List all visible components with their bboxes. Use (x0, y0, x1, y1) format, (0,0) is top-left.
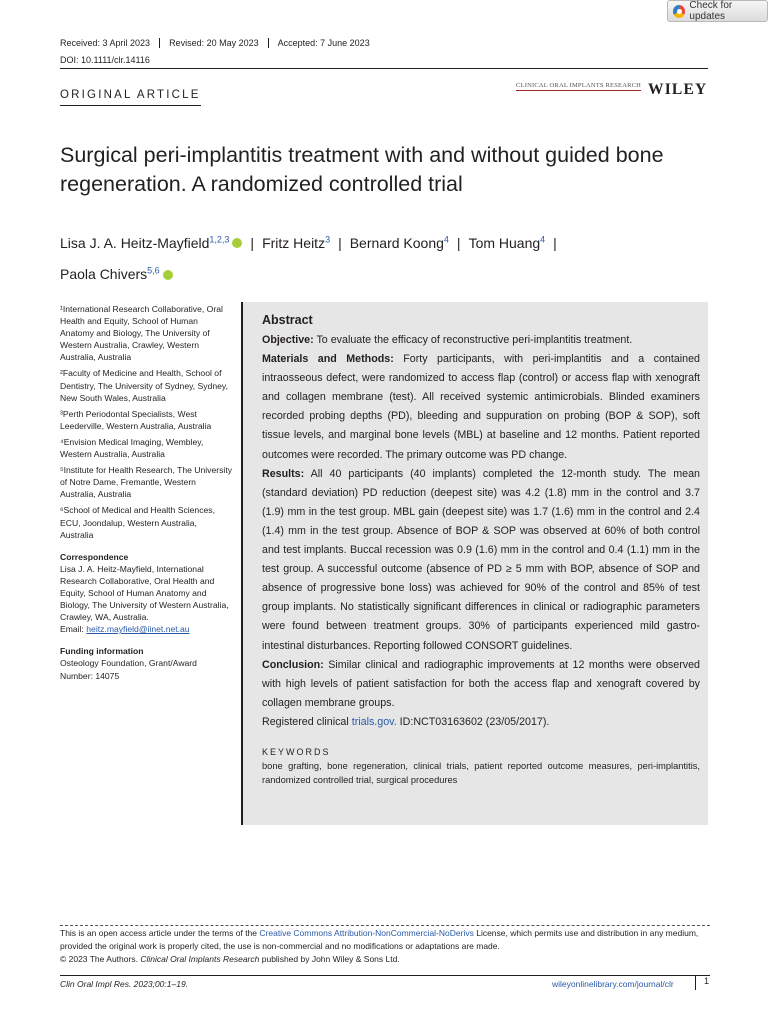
author-3[interactable] (350, 235, 449, 251)
journal-site-link[interactable]: wileyonlinelibrary.com/journal/clr (552, 979, 674, 989)
article-type-underline (60, 105, 201, 106)
email-label: Email: (60, 624, 84, 635)
accepted-date: Accepted: 7 June 2023 (268, 38, 379, 48)
affiliations-column (60, 303, 232, 682)
conclusion-text: Similar clinical and radiographic improvements at 12 months were observed with high levels of patient satisfaction for both the access flap and xenograft covered by collagen membrane groups. (262, 658, 700, 709)
correspondence-address: Lisa J. A. Heitz-Mayfield, International Research Collaborative, Oral Health and Equity, School of Human Anatomy and Biology, The University of Western Australia, Crawley, WA, Australia. (60, 563, 229, 623)
author-5[interactable] (60, 266, 173, 282)
affiliation-1: ¹International Research Collaborative, Oral Health and Equity, School of Human Anatomy and Biology, The University of Western Australia, Crawley, Western Australia, Australia (60, 304, 223, 363)
affiliation-3: ³Perth Periodontal Specialists, West Leederville, Western Australia, Australia (60, 408, 212, 431)
copyright-suffix: published by John Wiley & Sons Ltd. (261, 954, 400, 964)
keywords-heading: KEYWORDS (262, 746, 331, 757)
article-type: ORIGINAL ARTICLE (60, 89, 201, 101)
abstract-conclusion (262, 656, 700, 713)
page-number: 1 (695, 976, 709, 990)
author-name: Tom Huang (468, 234, 541, 251)
header-divider (60, 68, 708, 69)
conclusion-label: Conclusion: (262, 658, 324, 671)
author-affiliation-ref[interactable]: 1,2,3 (209, 234, 230, 244)
publisher-logo: WILEY (648, 81, 708, 98)
author-name: Lisa J. A. Heitz-Mayfield (60, 234, 210, 251)
journal-citation: Clin Oral Impl Res. 2023;00:1–19. (60, 979, 189, 989)
author-name: Bernard Koong (349, 234, 444, 251)
revised-date: Revised: 20 May 2023 (159, 38, 268, 48)
orcid-icon[interactable] (232, 238, 242, 248)
trials-gov-link[interactable]: trials.gov. (351, 715, 397, 728)
affiliation-6: ⁶School of Medical and Health Sciences, ECU, Joondalup, Western Australia, Australia (60, 505, 215, 540)
abstract-panel (241, 302, 708, 825)
copyright-prefix: © 2023 The Authors. (60, 954, 138, 964)
orcid-icon[interactable] (163, 270, 173, 280)
author-list (60, 225, 710, 288)
correspondence-text (60, 563, 232, 636)
license-suffix: License, which permits use and distribution in any medium, provided the original work is properly cited, the use is non-commercial and no modifications or adaptations are made. (60, 928, 699, 951)
author-separator: | (338, 234, 342, 251)
results-text: All 40 participants (40 implants) completed the 12-month study. The mean (standard deviation) PD reduction (deepest site) was 4.2 (1.8) mm in the control and 3.7 (1.9) mm in the test group. MBL gain (deepest site) was 1.7 (1.6) mm in the control and 2.4 (1.4) mm in the test group. Absence of BOP & SOP was observed at 60% of both control and test implants. Buccal recession was 0.9 (1.6) mm in the control and 0.4 (1.1) mm in the test group. A successful outcome (absence of PD ≥ 5 mm with BOP, absence of SOP and absence of progressive bone loss) was achieved for 90% of the control and 85% of test group implants. No statistically significant differences in clinical or radiographic parameters were found between treatment groups. 30% of participants experienced mild gastro-intestinal disturbances. Reporting followed CONSORT guidelines. (262, 467, 700, 652)
author-name: Fritz Heitz (262, 234, 326, 251)
copyright-journal: Clinical Oral Implants Research (140, 954, 260, 964)
registration-prefix: Registered clinical (262, 715, 349, 728)
registration (262, 713, 700, 732)
author-affiliation-ref[interactable]: 4 (540, 234, 546, 244)
license-notice (60, 927, 710, 966)
cc-license-link[interactable]: Creative Commons Attribution-NonCommercial-NoDerivs (259, 928, 474, 938)
article-dates (60, 38, 379, 48)
check-for-updates-button[interactable] (667, 0, 768, 22)
results-label: Results: (262, 467, 305, 480)
author-4[interactable] (469, 235, 546, 251)
author-2[interactable] (262, 235, 330, 251)
author-separator: | (456, 234, 461, 251)
objective-label: Objective: (262, 334, 314, 346)
author-affiliation-ref[interactable]: 3 (325, 234, 331, 244)
article-title: Surgical peri-implantitis treatment with and without guided bone regeneration. A randomized controlled trial (60, 143, 664, 196)
author-separator: | (553, 234, 557, 251)
registration-id: ID:NCT03163602 (23/05/2017). (399, 715, 550, 728)
affiliation-2: ²Faculty of Medicine and Health, School of Dentistry, The University of Sydney, Sydney, New South Wales, Australia (60, 368, 228, 403)
abstract-methods (262, 350, 700, 465)
keywords-text: bone grafting, bone regeneration, clinical trials, patient reported outcome measures, peri-implantitis, randomized controlled trial, surgical procedures (262, 760, 700, 785)
objective-text: To evaluate the efficacy of reconstructive peri-implantitis treatment. (316, 334, 633, 346)
abstract-objective (262, 331, 700, 350)
methods-text: Forty participants, with peri-implantitis and a contained intraosseous defect, were randomized to access flap (control) or access flap with xenograft and collagen membrane (test). All received systemic antimicrobials. Blinded examiners recorded probing depths (PD), bleeding and suppuration on probing (BOP & SOP), soft tissue levels, and marginal bone levels (MBL) at baseline and 12 months. Patient reported outcomes were recorded. The primary outcome was PD change. (262, 353, 700, 461)
license-prefix: This is an open access article under the terms of the (60, 928, 258, 938)
author-name: Paola Chivers (60, 266, 148, 283)
funding-heading: Funding information (60, 646, 144, 657)
affiliation-4: ⁴Envision Medical Imaging, Wembley, Western Australia, Australia (60, 436, 204, 460)
check-for-updates-label: Check for updates (689, 0, 733, 22)
author-1[interactable] (60, 235, 242, 251)
author-affiliation-ref[interactable]: 5,6 (147, 265, 160, 276)
abstract-heading: Abstract (262, 313, 313, 327)
abstract-results (262, 465, 700, 656)
received-date: Received: 3 April 2023 (60, 38, 151, 48)
correspondence-heading: Correspondence (60, 551, 129, 562)
methods-label: Materials and Methods: (262, 353, 394, 366)
author-affiliation-ref[interactable]: 4 (443, 234, 449, 244)
author-separator: | (250, 234, 255, 251)
license-divider (60, 925, 710, 926)
correspondence-email-link[interactable]: heitz.mayfield@iinet.net.au (86, 624, 190, 635)
funding-text: Osteology Foundation, Grant/Award Number: 14075 (60, 658, 197, 681)
crossmark-icon (673, 5, 685, 18)
doi[interactable]: DOI: 10.1111/clr.14116 (60, 55, 150, 65)
footer-divider (60, 975, 710, 976)
affiliation-5: ⁵Institute for Health Research, The University of Notre Dame, Fremantle, Western Australia, Australia (60, 465, 233, 500)
journal-logo: CLINICAL ORAL IMPLANTS RESEARCH (516, 82, 642, 89)
